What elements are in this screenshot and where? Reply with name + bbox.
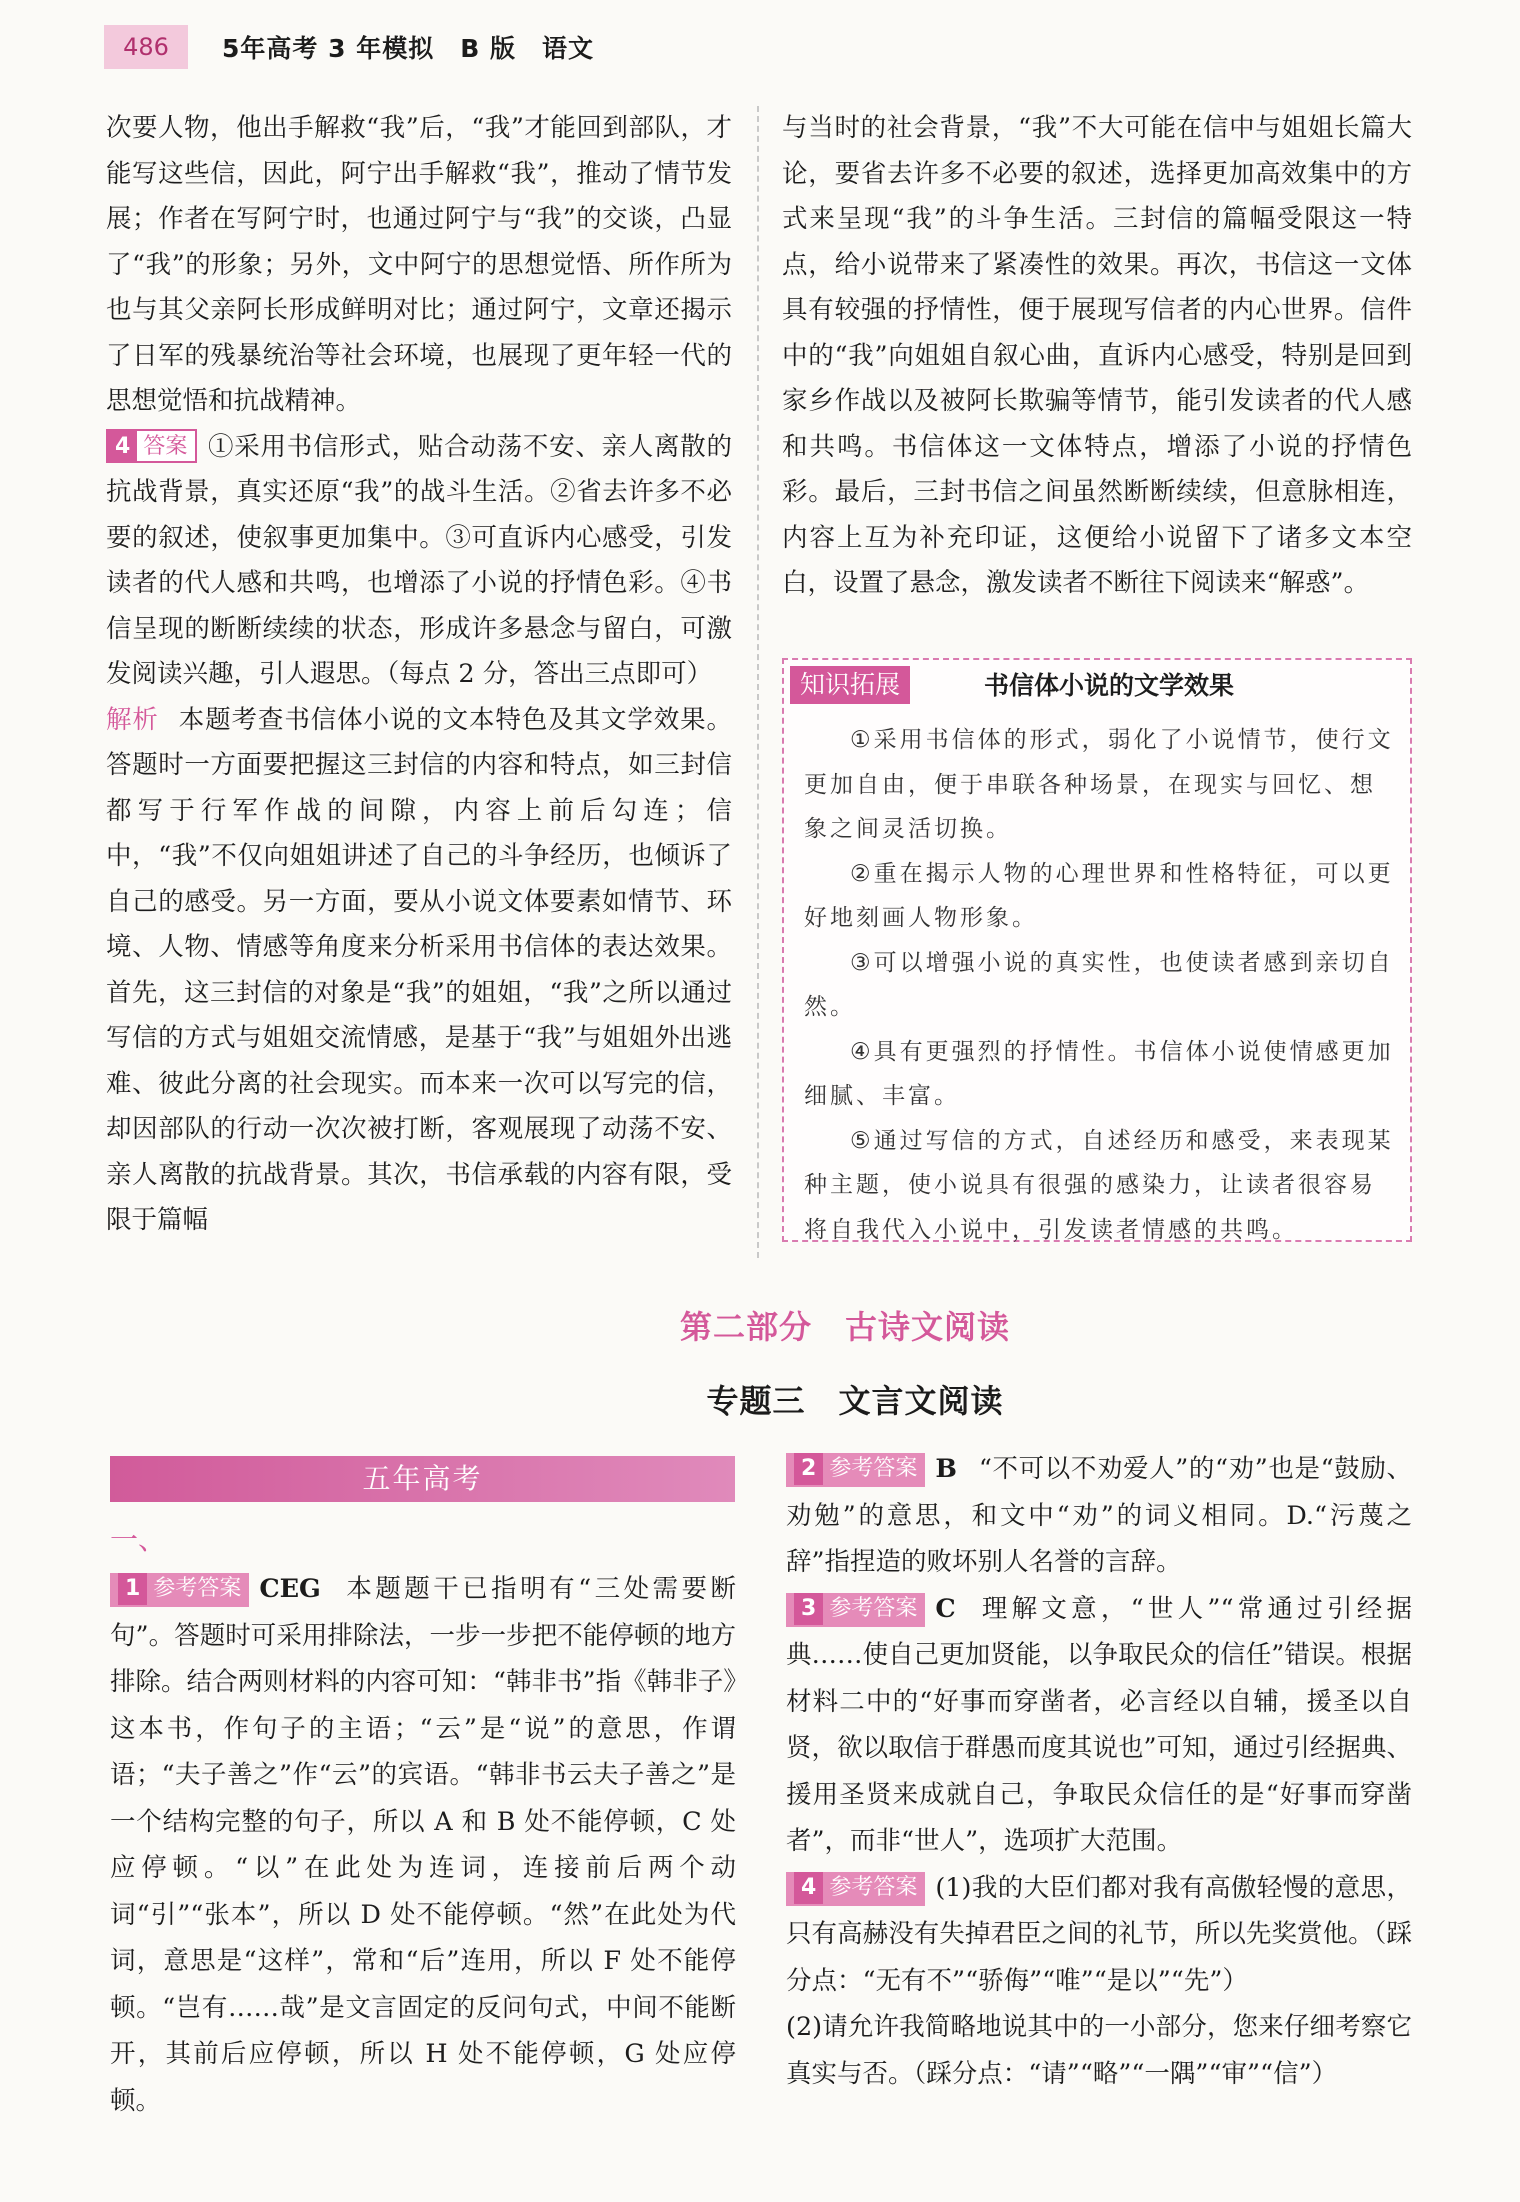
answer-tag: 2 参考答案: [786, 1453, 925, 1487]
knowledge-item: ③可以增强小说的真实性，也使读者感到亲切自然。: [804, 949, 1394, 1020]
knowledge-item: ②重在揭示人物的心理世界和性格特征，可以更好地刻画人物形象。: [804, 860, 1394, 931]
bottom-right-column: [786, 1446, 1412, 2097]
answer-text: “不可以不劝爱人”的“劝”也是“鼓励、劝勉”的意思，和文中“劝”的词义相同。D.“污蔑之辞”指捏造的败坏别人名誉的言辞。: [786, 1454, 1412, 1577]
answer-2: [786, 1446, 1412, 1586]
page-number: 486: [104, 25, 188, 69]
knowledge-body: [804, 718, 1394, 1252]
knowledge-item: ⑤通过写信的方式，自述经历和感受，来表现某种主题，使小说具有很强的感染力，让读者很容易将自我代入小说中，引发读者情感的共鸣。: [804, 1127, 1394, 1243]
book-title: 5年高考 3 年模拟 B 版 语文: [222, 34, 594, 63]
answer-text: 本题题干已指明有“三处需要断句”。答题时可采用排除法，一步一步把不能停顿的地方排除。结合两则材料的内容可知：“韩非书”指《韩非子》这本书，作句子的主语；“云”是“说”的意思，作谓语；“夫子善之”作“云”的宾语。“韩非书云夫子善之”是一个结构完整的句子，所以 A 和 B 处不能停顿，C 处应停顿。“以”在此处为连词，连接前后两个动词“引”“张本”，所以 D 处不能停顿。“然”在此处为代词，意思是“这样”，常和“后”连用，所以 F 处不能停顿。“岂有……哉”是文言固定的反问句式，中间不能断开，其前后应停顿，所以 H 处不能停顿，G 处应停顿。: [110, 1574, 736, 2116]
answer-text: (1)我的大臣们都对我有高傲轻慢的意思，只有高赫没有失掉君臣之间的礼节，所以先奖赏他。（踩分点：“无有不”“骄侮”“唯”“是以”“先”）: [786, 1872, 1412, 1996]
answer-tag: 4 答案: [106, 429, 197, 463]
answer-text: ①采用书信形式，贴合动荡不安、亲人离散的抗战背景，真实还原“我”的战斗生活。②省去许多不必要的叙述，使叙事更加集中。③可直诉内心感受，引发读者的代人感和共鸣，也增添了小说的抒情色彩。④书信呈现的断断续续的状态，形成许多悬念与留白，可激发阅读兴趣，引人遐思。（每点 2 分，答出三点即可）: [106, 431, 732, 689]
knowledge-tag: 知识拓展: [790, 666, 910, 704]
answer-3: [786, 1586, 1412, 1865]
bottom-left-column: [110, 1566, 736, 2124]
answer-text: 理解文意，“世人”“常通过引经据典……使自己更加贤能，以争取民众的信任”错误。根据材料二中的“好事而穿凿者，必言经以自辅，援圣以自贤，欲以取信于群愚而度其说也”可知，通过引经据典、援用圣贤来成就自己，争取民众信任的是“好事而穿凿者”，而非“世人”，选项扩大范围。: [786, 1593, 1412, 1856]
answer-4-part2: (2)请允许我简略地说其中的一小部分，您来仔细考察它真实与否。（踩分点：“请”“略”“一隅”“审”“信”）: [786, 2012, 1412, 2089]
answer-letter: C: [935, 1593, 956, 1624]
answer-tag: 4 参考答案: [786, 1872, 925, 1906]
knowledge-item: ①采用书信体的形式，弱化了小说情节，使行文更加自由，便于串联各种场景，在现实与回忆、想象之间灵活切换。: [804, 727, 1394, 842]
section-label: 一、: [110, 1523, 167, 1556]
analysis-text: 本题考查书信体小说的文本特色及其文学效果。答题时一方面要把握这三封信的内容和特点，如三封信都写于行军作战的间隙，内容上前后勾连；信中，“我”不仅向姐姐讲述了自己的斗争经历，也倾诉了自己的感受。另一方面，要从小说文体要素如情节、环境、人物、情感等角度来分析采用书信体的表达效果。首先，这三封信的对象是“我”的姐姐，“我”之所以通过写信的方式与姐姐交流情感，是基于“我”与姐姐外出逃难、彼此分离的社会现实。而本来一次可以写完的信，却因部队的行动一次次被打断，客观展现了动荡不安、亲人离散的抗战背景。其次，书信承载的内容有限，受限于篇幅: [106, 704, 732, 1235]
paragraph: 次要人物，他出手解救“我”后，“我”才能回到部队，才能写这些信，因此，阿宁出手解救“我”，推动了情节发展；作者在写阿宁时，也通过阿宁与“我”的交谈，凸显了“我”的形象；另外，文中阿宁的思想觉悟、所作所为也与其父亲阿长形成鲜明对比；通过阿宁，文章还揭示了日军的残暴统治等社会环境，也展现了更年轻一代的思想觉悟和抗战精神。: [106, 113, 732, 416]
analysis-label: 解析: [106, 704, 159, 735]
knowledge-box: [782, 658, 1412, 1242]
column-divider: [757, 106, 759, 1258]
answer-tag: 1 参考答案: [110, 1573, 249, 1607]
paragraph: 与当时的社会背景，“我”不大可能在信中与姐姐长篇大论，要省去许多不必要的叙述，选择更加高效集中的方式来呈现“我”的斗争生活。三封信的篇幅受限这一特点，给小说带来了紧凑性的效果。再次，书信这一文体具有较强的抒情性，便于展现写信者的内心世界。信件中的“我”向姐姐自叙心曲，直诉内心感受，特别是回到家乡作战以及被阿长欺骗等情节，能引发读者的代人感和共鸣。书信体这一文体特点，增添了小说的抒情色彩。最后，三封书信之间虽然断断续续，但意脉相连，内容上互为补充印证，这便给小说留下了诸多文本空白，设置了悬念，激发读者不断往下阅读来“解惑”。: [782, 113, 1412, 598]
answer-tag: 3 参考答案: [786, 1593, 925, 1627]
top-left-column: [106, 106, 732, 1244]
part-title: 第二部分 古诗文阅读: [679, 1308, 1010, 1346]
answer-4: [106, 425, 732, 698]
section-banner: 五年高考: [110, 1456, 735, 1502]
topic-title: 专题三 文言文阅读: [706, 1382, 1004, 1420]
answer-letter: B: [935, 1454, 957, 1484]
knowledge-item: ④具有更强烈的抒情性。书信体小说使情感更加细腻、丰富。: [804, 1038, 1394, 1109]
answer-1: [110, 1566, 736, 2124]
answer-4: [786, 1865, 1412, 2005]
top-right-column: [782, 106, 1412, 607]
answer-letters: CEG: [259, 1574, 321, 1604]
knowledge-title: 书信体小说的文学效果: [984, 671, 1235, 700]
page-header: [104, 24, 594, 70]
analysis: [106, 698, 732, 1244]
